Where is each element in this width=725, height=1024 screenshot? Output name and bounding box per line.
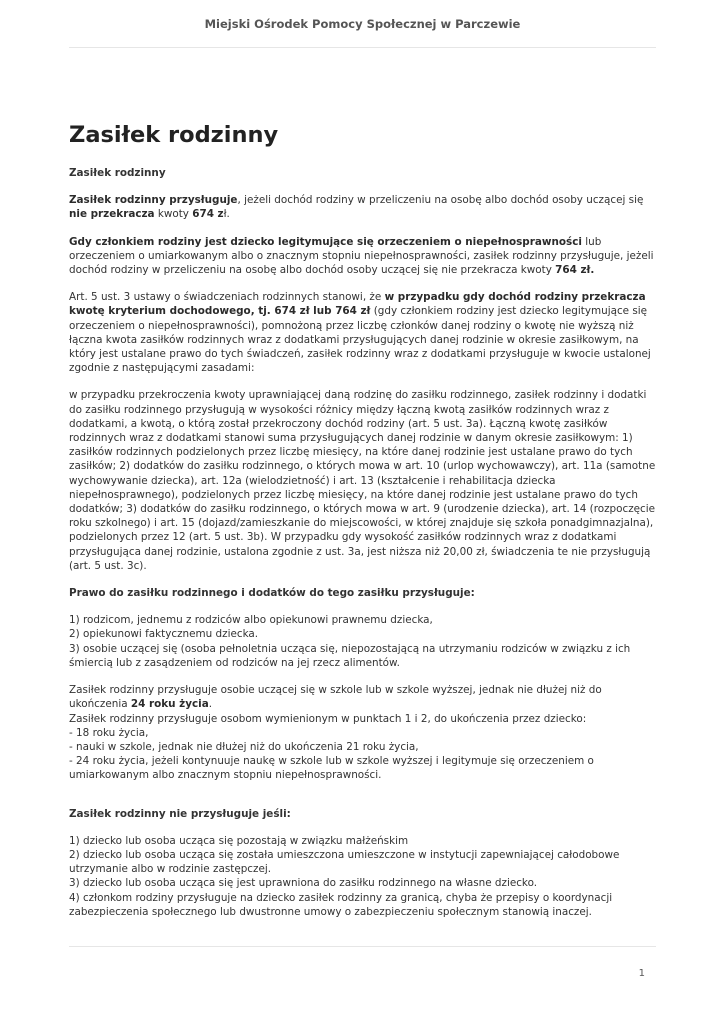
paragraph-article-5: Art. 5 ust. 3 ustawy o świadczeniach rodzinnych stanowi, że w przypadku gdy dochód rodziny przekracza kwotę kryterium dochodowego, tj. 674 zł lub 764 zł (gdy członkiem rodziny jest dziecko legitymujące się orzeczeniem o niepełnosprawności), pomnożoną przez liczbę członków danej rodziny o kwotę nie wyższą niż łączna kwota zasiłków rodzinnych wraz z dodatkami przysługujących danej rodzinie w okresie zasiłkowym, na który jest ustalane prawo do tych świadczeń, zasiłek rodzinny wraz z dodatkami przysługuje w kwocie ustalonej zgodnie z następującymi zasadami: bbox=[69, 291, 651, 375]
paragraph-calculation-rules: w przypadku przekroczenia kwoty uprawniającej daną rodzinę do zasiłku rodzinnego, zasiłek rodzinny i dodatki do zasiłku rodzinnego przysługują w wysokości różnicy między łączną kwotą zasiłków rodzinnych wraz z dodatkami, a kwotą, o którą został przekroczony dochód rodziny (art. 5 ust. 3a). Łączną kwotę zasiłków rodzinnych wraz z dodatkami stanowi suma przysługujących danej rodzinie w danym okresie zasiłkowym: 1) zasiłków rodzinnych podzielonych przez liczbę miesięcy, na które danej rodzinie jest ustalane prawo do tych zasiłków; 2) dodatków do zasiłku rodzinnego, o których mowa w art. 10 (urlop wychowawczy), art. 11a (samotne wychowywanie dziecka), art. 12a (wielodzietność) i art. 13 (kształcenie i rehabilitacja dziecka niepełnosprawnego), podzielonych przez liczbę miesięcy, na które danej rodzinie jest ustalane prawo do tych dodatków; 3) dodatków do zasiłku rodzinnego, o których mowa w art. 9 (urodzenie dziecka), art. 14 (rozpoczęcie roku szkolnego) i art. 15 (dojazd/zamieszkanie do miejscowości, w której znajduje się szkoła ponadgimnazjalna), podzielonych przez 12 (art. 5 ust. 3b). W przypadku gdy wysokość zasiłków rodzinnych wraz z dodatkami przysługująca danej rodzinie, ustalona zgodnie z ust. 3a, jest niższa niż 20,00 zł, świadczenia te nie przysługują (art. 5 ust. 3c). bbox=[69, 389, 656, 572]
list-line: 2) opiekunowi faktycznemu dziecka. bbox=[69, 628, 259, 641]
list-line: 1) rodzicom, jednemu z rodziców albo opiekunowi prawnemu dziecka, bbox=[69, 614, 433, 627]
document-body bbox=[69, 120, 659, 932]
paragraph-disability-limit: Gdy członkiem rodziny jest dziecko legitymujące się orzeczeniem o niepełnosprawności lub orzeczeniem o umiarkowanym albo o znacznym stopniu niepełnosprawności, zasiłek rodzinny przysługuje, jeżeli dochód rodziny w przeliczeniu na osobę albo dochód osoby uczącej się nie przekracza kwoty 764 zł. bbox=[69, 235, 654, 277]
age-conditions-list bbox=[69, 712, 659, 783]
entitlement-list bbox=[69, 613, 659, 670]
section-heading-exclusions: Zasiłek rodzinny nie przysługuje jeśli: bbox=[69, 807, 291, 820]
list-line: 3) dziecko lub osoba ucząca się jest uprawniona do zasiłku rodzinnego na własne dziecko. bbox=[69, 877, 538, 890]
footer-divider bbox=[69, 946, 656, 947]
list-line: 3) osobie uczącej się (osoba pełnoletnia ucząca się, niepozostającą na utrzymaniu rodziców w związku z ich śmiercią lub z zasądzeniem od rodziców na jej rzecz alimentów. bbox=[69, 642, 631, 669]
page-title: Zasiłek rodzinny bbox=[69, 122, 279, 148]
list-line: - 18 roku życia, bbox=[69, 726, 149, 739]
list-line: - 24 roku życia, jeżeli kontynuuje naukę w szkole lub w szkole wyższej i legitymuje się orzeczeniem o umiarkowanym albo znacznym stopniu niepełnosprawności. bbox=[69, 755, 594, 782]
list-line: 2) dziecko lub osoba ucząca się została umieszczona umieszczone w instytucji zapewniającej całodobowe utrzymanie albo w rodzinie zastępczej. bbox=[69, 848, 620, 876]
list-line: Zasiłek rodzinny przysługuje osobom wymienionym w punktach 1 i 2, do ukończenia przez dziecko: bbox=[69, 712, 587, 725]
exclusions-list bbox=[69, 834, 659, 919]
list-line: 1) dziecko lub osoba ucząca się pozostają w związku małżeńskim bbox=[69, 834, 409, 847]
page-number: 1 bbox=[638, 968, 645, 979]
paragraph-income-limit: Zasiłek rodzinny przysługuje, jeżeli dochód rodziny w przeliczeniu na osobę albo dochód osoby uczącej się nie przekracza kwoty 674 zł. bbox=[69, 194, 644, 221]
paragraph-age-limit: Zasiłek rodzinny przysługuje osobie uczącej się w szkole lub w szkole wyższej, jednak nie dłużej niż do ukończenia 24 roku życia. bbox=[69, 684, 602, 711]
page-header: Miejski Ośrodek Pomocy Społecznej w Parczewie bbox=[204, 17, 521, 31]
list-line: - nauki w szkole, jednak nie dłużej niż do ukończenia 21 roku życia, bbox=[69, 740, 419, 753]
section-heading-entitlement: Prawo do zasiłku rodzinnego i dodatków do tego zasiłku przysługuje: bbox=[69, 587, 475, 600]
header-divider bbox=[69, 47, 656, 48]
section-subtitle: Zasiłek rodzinny bbox=[69, 167, 166, 179]
list-line: 4) członkom rodziny przysługuje na dziecko zasiłek rodzinny za granicą, chyba że przepisy o koordynacji zabezpieczenia społecznego lub dwustronne umowy o zabezpieczeniu społecznym stanowią inaczej. bbox=[69, 891, 613, 918]
